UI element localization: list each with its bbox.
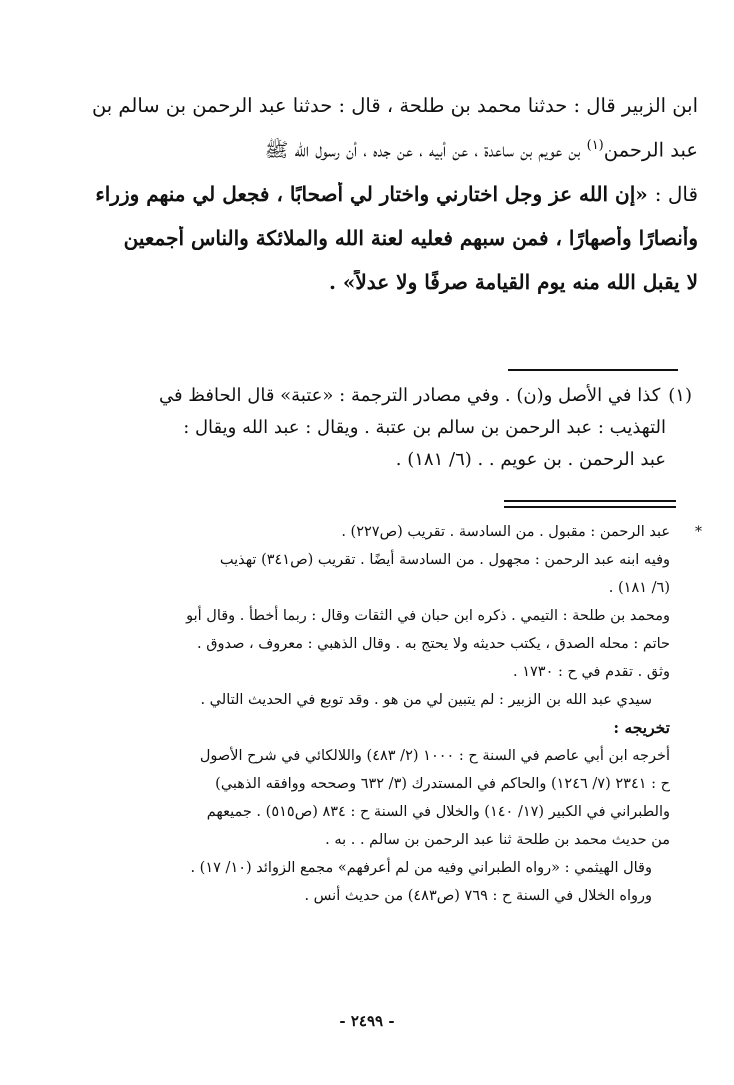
page-number: - ٢٤٩٩ - <box>339 1012 395 1030</box>
commentary-line: ومحمد بن طلحة : التيمي . ذكره ابن حبان في الثقات وقال : ربما أخطأ . وقال أبو <box>186 608 670 624</box>
footnote <box>60 380 692 476</box>
footnote-number: (١) <box>668 385 692 406</box>
takhrij-line: ورواه الخلال في السنة ح : ٧٦٩ (ص٤٨٣) من حديث أنس . <box>304 888 652 904</box>
commentary-line: وفيه ابنه عبد الرحمن : مجهول . من السادسة أيضًا . تقريب (ص٣٤١) تهذيب <box>219 552 670 568</box>
commentary-line: حاتم : محله الصدق ، يكتب حديثه ولا يحتج به . وقال الذهبي : معروف ، صدوق . <box>196 636 670 652</box>
footnote-separator <box>508 369 678 371</box>
main-line-1: ابن الزبير قال : حدثنا محمد بن طلحة ، قال : حدثنا عبد الرحمن بن سالم بن <box>91 94 698 117</box>
commentary-line: وثق . تقدم في ح : ١٧٣٠ . <box>513 664 670 680</box>
main-line-2-end: بن عويم بن ساعدة ، عن أبيه ، عن جده ، أن رسول الله ﷺ <box>264 138 581 162</box>
commentary-line: عبد الرحمن : مقبول . من السادسة . تقريب (ص٢٢٧) . <box>341 524 670 540</box>
main-line-5: لا يقبل الله منه يوم القيامة صرفًا ولا عدلاً» . <box>328 270 698 294</box>
main-line-2-start: عبد الرحمن <box>603 138 698 162</box>
takhrij-line: وقال الهيثمي : «رواه الطبراني وفيه من لم أعرفهم» مجمع الزوائد (١٠/ ١٧) . <box>190 860 652 876</box>
main-line-2 <box>265 138 698 167</box>
commentary-separator-bottom <box>504 506 676 508</box>
takhrij-line: والطبراني في الكبير (١٧/ ١٤٠) والخلال في السنة ح : ٨٣٤ (ص٥١٥) . جميعهم <box>206 804 670 820</box>
main-line-4: وأنصارًا وأصهارًا ، فمن سبهم فعليه لعنة الله والملائكة والناس أجمعين <box>123 226 698 250</box>
footnote-line-1-text: كذا في الأصل و(ن) . وفي مصادر الترجمة : «عتبة» قال الحافظ في <box>158 385 661 406</box>
commentary-line: سيدي عبد الله بن الزبير : لم يتبين لي من هو . وقد توبع في الحديث التالي . <box>200 692 652 708</box>
commentary-marker: * <box>695 524 702 540</box>
footnote-line-1 <box>60 380 692 412</box>
commentary-separator-top <box>504 500 676 502</box>
takhrij-line: من حديث محمد بن طلحة ثنا عبد الرحمن بن سالم . . به . <box>325 832 670 848</box>
commentary-line: (٦/ ١٨١) . <box>608 580 670 596</box>
commentary <box>90 518 702 910</box>
footnote-reference[interactable]: (١) <box>586 138 604 153</box>
footnote-line-3: عبد الرحمن . بن عويم . . (٦/ ١٨١) . <box>395 449 666 470</box>
main-line-3 <box>95 182 698 206</box>
takhrij-line: ح : ٢٣٤١ (٧/ ١٢٤٦) والحاكم في المستدرك (٣/ ٦٣٢ وصححه ووافقه الذهبي) <box>215 776 670 792</box>
footnote-line-2: التهذيب : عبد الرحمن بن سالم بن عتبة . ويقال : عبد الله ويقال : <box>183 417 666 438</box>
takhrij-line: أخرجه ابن أبي عاصم في السنة ح : ١٠٠٠ (٢/ ٤٨٣) واللالكائي في شرح الأصول <box>199 748 670 764</box>
main-line-3-start: قال : <box>654 182 698 206</box>
hadith-text-start: «إن الله عز وجل اختارني واختار لي أصحابًا ، فجعل لي منهم وزراء <box>95 182 648 206</box>
takhrij-heading: تخريجه : <box>613 718 670 737</box>
